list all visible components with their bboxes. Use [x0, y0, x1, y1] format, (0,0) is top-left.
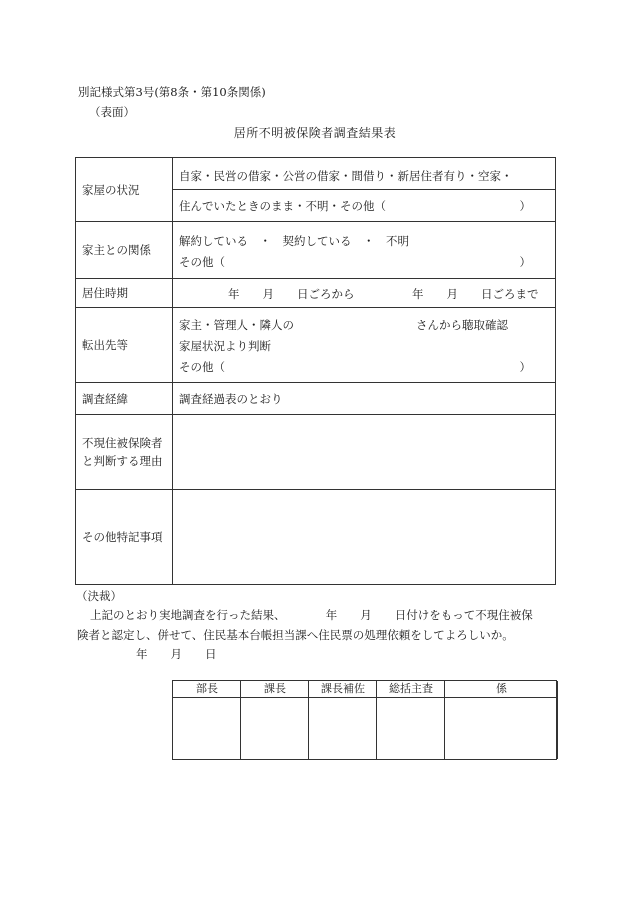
approval-header-sokatsushusa: 総括主査: [389, 682, 433, 695]
decision-paragraph-line2: 険者と認定し、併せて、住民基本台帳担当課へ住民票の処理依頼をしてよろしいか。: [77, 628, 514, 642]
landlord-other: その他（: [179, 255, 225, 269]
reason-label-line2: と判断する理由: [82, 454, 163, 468]
document-title: 居所不明被保険者調査結果表: [233, 126, 397, 140]
landlord-options: 解約している ・ 契約している ・ 不明: [179, 234, 409, 248]
house-status-paren-close: ）: [519, 199, 531, 213]
row-moved-to: [76, 308, 555, 383]
period-label: 居住時期: [76, 279, 173, 307]
form-number: 別記様式第3号(第8条・第10条関係): [78, 85, 266, 99]
moved-to-paren-close: ）: [519, 360, 531, 374]
decision-date: 年 月 日: [136, 647, 217, 661]
row-landlord: [76, 222, 555, 279]
survey-form-table: [75, 157, 556, 585]
moved-to-label: 転出先等: [76, 308, 173, 382]
decision-paragraph-line1: 上記のとおり実地調査を行った結果、 年 月 日付けをもって不現住被保: [90, 608, 533, 622]
landlord-paren-close: ）: [519, 255, 531, 269]
row-notes: [76, 490, 555, 584]
reason-cell[interactable]: [173, 415, 555, 489]
investigation-cell: [173, 383, 555, 414]
moved-to-confirmed: さんから聴取確認: [416, 318, 508, 332]
notes-cell[interactable]: [173, 490, 555, 584]
landlord-cell: [173, 222, 555, 278]
notes-label: その他特記事項: [76, 490, 173, 584]
period-text: 年 月 日ごろから 年 月 日ごろまで: [228, 287, 539, 301]
decision-heading: （決裁）: [76, 589, 122, 603]
house-status-label: 家屋の状況: [76, 158, 173, 221]
period-cell: [173, 279, 555, 307]
side-label: （表面）: [89, 105, 135, 119]
reason-label: [76, 415, 173, 489]
reason-label-line1: 不現住被保険者: [82, 436, 163, 450]
moved-to-cell: [173, 308, 555, 382]
approval-header-kachohosa: 課長補佐: [321, 682, 365, 695]
moved-to-informant: 家主・管理人・隣人の: [179, 318, 294, 332]
approval-stamp-table: [172, 680, 557, 760]
investigation-label: 調査経緯: [76, 383, 173, 414]
investigation-text: 調査経過表のとおり: [179, 392, 283, 406]
row-investigation: [76, 383, 555, 415]
landlord-label: 家主との関係: [76, 222, 173, 278]
row-period: [76, 279, 555, 308]
approval-header-bucho: 部長: [196, 682, 218, 695]
approval-header-kakari: 係: [496, 682, 507, 695]
approval-header-kacho: 課長: [264, 682, 286, 695]
row-reason: [76, 415, 555, 490]
moved-to-house-judgement: 家屋状況より判断: [179, 339, 271, 353]
house-status-options-2: 住んでいたときのまま・不明・その他（: [179, 199, 386, 213]
house-status-options-1: 自家・民営の借家・公営の借家・間借り・新居住者有り・空家・: [179, 169, 513, 183]
house-status-cell: [173, 158, 555, 221]
moved-to-other: その他（: [179, 360, 225, 374]
row-house-status: [76, 158, 555, 222]
